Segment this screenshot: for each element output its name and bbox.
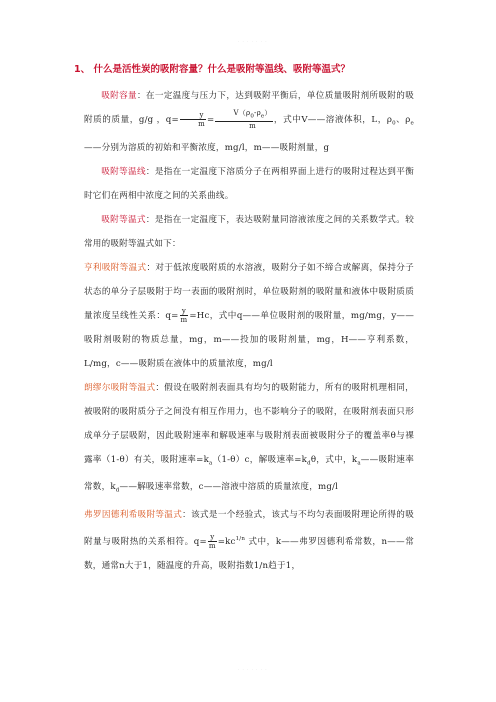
henry-text-a: ：对于低浓度吸附质的水溶液，吸附分子如不缔合或解离，保持分子状态的单分子层吸附于均一表面的吸附剂时，单位吸附剂的吸附量和液体中吸附质质量浓度呈线性关系：q= [84,262,414,321]
capacity-text-d: ——分别为溶质的初始和平衡浓度，mg/l，m——吸附剂量，g [84,142,330,153]
term-freundlich: 弗罗因德利希吸附等温式 [84,510,183,521]
paragraph-isotherm [84,160,414,208]
paragraph-isotherm-equation [84,208,414,256]
watermark-bottom: · · · · · · · [238,667,268,672]
fraction-y-over-m: $\frac{y}{m}$ [180,111,206,128]
term-henry: 亨利吸附等温式 [84,262,147,273]
fraction-henry: $\frac{y}{m}$ [180,306,188,324]
fraction-volume-concentration: $\frac{V(\rho_0-\rho_e)}{m}$ [215,109,272,129]
paragraph-langmuir: 朗缪尔吸附等温式：假设在吸附剂表面具有均匀的吸附能力，所有的吸附机理相同，被吸附的吸附质分子之间没有相互作用力，也不影响分子的吸附，在吸附剂表面只形成单分子层吸附，因此吸附速率和解吸速率与吸附剂表面被吸附分子的覆盖率θ与裸露率（1-θ）有关，吸附速率$=k_a(1-\theta)c$，解吸速率$=k_d\theta$，式中，$k_a——$吸附速率常数，$k_d——$解吸速率常数，c——溶液中溶质的质量浓度，mg/l [84,382,414,495]
question-number: 1、 [74,64,91,75]
fraction-freundlich: $\frac{y}{m}$ [208,533,216,551]
term-capacity: 吸附容量 [101,91,137,101]
question-text: 什么是活性炭的吸附容量？什么是吸附等温线、吸附等温式？ [93,64,350,75]
paragraph-capacity: 吸附容量：在一定温度与压力下，达到吸附平衡后，单位质量吸附剂所吸附的吸附质的质量，g/g ，q= $\frac{y}{m}$ = $\frac{V(\rho_0-\rho_e)}{m}$ ，式中V——溶液体积，L，$\rho_0$、$\rho_e——$分别为溶质的初始和平衡浓度，mg/l，m——吸附剂量，g [84,91,415,153]
paragraph-freundlich: 弗罗因德利希吸附等温式：该式是一个经验式，该式与不均匀表面吸附理论所得的吸附量与吸附热的关系相符。q= $\frac{y}{m}$ $=kc^{1/n}$ 式中，k——弗罗因德利希常数，n——常数，通常n大于1，随温度的升高，吸附指数1/n趋于1， [84,510,415,572]
henry-text-b: =Hc，式中q——单位吸附剂的吸附量，mg/mg，y——吸附剂吸附的物质总量，mg，m——投加的吸附剂量，mg，H——亨利系数，L/mg，c——吸附质在液体中的质量浓度，mg/l [84,310,414,369]
paragraph-henry [84,256,414,376]
isotherm-text: ：是指在一定温度下溶质分子在两相界面上进行的吸附过程达到平衡时它们在两相中浓度之间的关系曲线。 [84,166,414,201]
watermark-top: · · · · · · · [238,39,268,44]
capacity-text-a: ：在一定温度与压力下，达到吸附平衡后，单位质量吸附剂所吸附的吸附质的质量，g/g ，q= [84,91,414,125]
document-content [74,62,415,578]
term-isotherm: 吸附等温线 [101,166,146,177]
term-langmuir: 朗缪尔吸附等温式 [84,382,156,393]
term-isotherm-equation: 吸附等温式 [101,214,146,225]
question-title [74,62,414,78]
isotherm-equation-text: ：是指在一定温度下，表达吸附量同溶液浓度之间的关系数学式。较常用的吸附等温式如下： [84,214,414,249]
capacity-text-b: ，式中V——溶液体积，L，ρ [273,115,393,125]
